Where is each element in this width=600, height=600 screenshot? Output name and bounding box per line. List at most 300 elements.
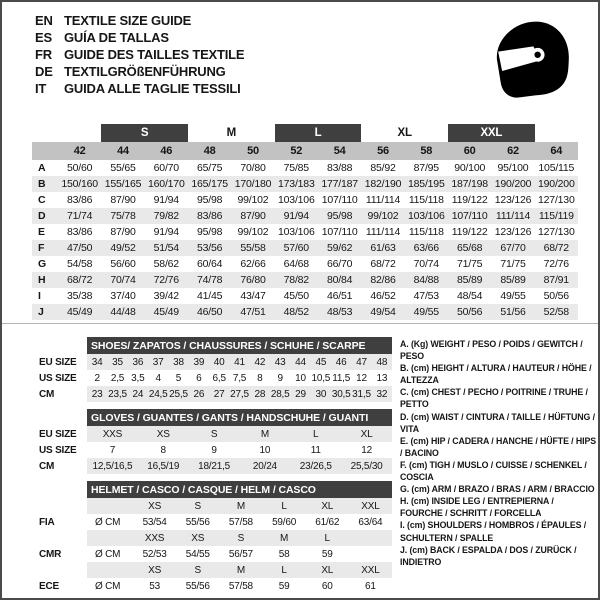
- cell: 91/94: [283, 210, 309, 222]
- cell: 62/66: [240, 258, 266, 270]
- helmet-cm-value: 57/58: [228, 580, 253, 592]
- cell: 107/110: [451, 210, 488, 222]
- column-header: 48: [203, 145, 216, 157]
- shoe-cm-size: 24: [132, 388, 144, 400]
- helmet-ece-values: [87, 578, 392, 594]
- cell: 115/118: [408, 226, 444, 238]
- cell: 76/80: [240, 274, 266, 286]
- cell: 49/54: [370, 306, 396, 318]
- size-group-l: L: [275, 124, 362, 142]
- cell: 47/50: [67, 242, 93, 254]
- helmet-size: XL: [321, 500, 334, 512]
- shoe-us-size: 9: [277, 372, 283, 384]
- cell: 47/53: [413, 290, 439, 302]
- cell: 99/102: [367, 210, 399, 222]
- cell: 103/106: [278, 194, 315, 206]
- cell: 165/175: [191, 178, 228, 190]
- cell: 65/68: [457, 242, 483, 254]
- cell: 48/54: [457, 290, 483, 302]
- legend-item: F. (cm) TIGH / MUSLO / CUISSE / SCHENKEL / COSCIA: [400, 459, 587, 483]
- shoe-us-size: 4: [155, 372, 161, 384]
- lang-row-de: [35, 63, 244, 80]
- row-label-fia: FIA: [39, 516, 55, 528]
- cell: 60/70: [153, 162, 179, 174]
- gloves-eu-row: [32, 426, 392, 442]
- shoe-eu-size: 40: [213, 356, 225, 368]
- shoe-eu-size: 37: [152, 356, 164, 368]
- helmet-size: M: [236, 564, 245, 576]
- glove-us-size: 10: [259, 444, 271, 456]
- cell: 37/40: [110, 290, 136, 302]
- lang-row-en: [35, 12, 244, 29]
- cell: 99/102: [237, 226, 269, 238]
- cell: 56/60: [110, 258, 136, 270]
- legend-item: J. (cm) BACK / ESPALDA / DOS / ZURÜCK / INDIETRO: [400, 544, 577, 567]
- cell: 70/80: [240, 162, 266, 174]
- cell: 85/89: [500, 274, 526, 286]
- cell: 68/72: [67, 274, 93, 286]
- shoes-eu-values: [87, 354, 392, 370]
- lower-tables: [32, 337, 392, 600]
- shoe-us-size: 2,5: [110, 372, 125, 384]
- cell: 49/55: [413, 306, 439, 318]
- shoe-us-size: 12: [356, 372, 367, 384]
- shoes-us-row: [32, 370, 392, 386]
- legend-item: E. (cm) HIP / CADERA / HANCHE / HÜFTE / HIPS / BACINO: [400, 435, 596, 458]
- cell: 66/70: [327, 258, 353, 270]
- cell: 123/126: [494, 226, 532, 238]
- shoe-eu-size: 44: [295, 356, 306, 368]
- helmet-fia-values: [87, 514, 392, 530]
- cell: B: [38, 178, 46, 190]
- helmet-size: XXS: [144, 532, 165, 544]
- helmet-size: [87, 562, 133, 578]
- lang-code: FR: [35, 47, 52, 62]
- cell: 127/130: [538, 226, 575, 238]
- helmet-size: L: [324, 532, 330, 544]
- cell: 170/180: [234, 178, 272, 190]
- glove-eu-size: S: [210, 428, 218, 440]
- glove-cm-size: 20/24: [252, 460, 277, 472]
- glove-eu-size: XL: [360, 428, 373, 440]
- gloves-eu-values: [87, 426, 392, 442]
- cell: 119/122: [451, 194, 488, 206]
- cell: 123/126: [494, 194, 532, 206]
- cell: 71/75: [457, 258, 483, 270]
- lang-row-es: [35, 29, 244, 46]
- cell: 83/86: [67, 226, 93, 238]
- shoe-eu-size: 48: [376, 356, 388, 368]
- cell: 75/78: [110, 210, 136, 222]
- table-row: [32, 192, 578, 208]
- legend-item: I. (cm) SHOULDERS / HOMBROS / ÉPAULES / SCHULTERN / SPALLE: [400, 520, 587, 543]
- helmet-cm-value: 60: [321, 580, 333, 592]
- shoe-eu-size: 46: [335, 356, 347, 368]
- size-group-m: M: [226, 127, 237, 139]
- cell: 87/91: [543, 274, 569, 286]
- helmet-cm-value: 59/60: [272, 516, 297, 528]
- cell: 190/200: [538, 178, 575, 190]
- shoes-cm-values: [87, 386, 392, 402]
- helmet-size: M: [236, 500, 245, 512]
- helmet-size: S: [194, 564, 201, 576]
- helmet-fia-sizes-row: [32, 498, 392, 514]
- cell: 47/51: [240, 306, 266, 318]
- cell: 45/49: [67, 306, 93, 318]
- helmet-cm-value: 52/53: [142, 548, 167, 560]
- cell: 91/94: [153, 194, 179, 206]
- cell: 82/86: [370, 274, 396, 286]
- helmet-title-bar: HELMET / CASCO / CASQUE / HELM / CASCO: [87, 481, 392, 498]
- row-label-cmr: CMR: [39, 548, 62, 560]
- helmet-size: [87, 498, 133, 514]
- helmet-size: S: [237, 532, 245, 544]
- cell: 52/58: [543, 306, 569, 318]
- lang-title: GUIDE DES TAILLES TEXTILE: [64, 47, 245, 62]
- cell: 41/45: [197, 290, 223, 302]
- cell: H: [38, 274, 46, 286]
- cell: 43/47: [240, 290, 266, 302]
- cell: 46/52: [370, 290, 396, 302]
- column-header: 62: [507, 145, 519, 157]
- cell: 63/66: [413, 242, 439, 254]
- cell: 44/48: [110, 306, 136, 318]
- helmet-ece-values-row: [32, 578, 392, 594]
- cell: 160/170: [148, 178, 185, 190]
- column-header: 52: [290, 145, 303, 157]
- shoe-us-size: 13: [376, 372, 388, 384]
- measurement-legend: [400, 338, 598, 568]
- shoe-us-size: 6: [196, 372, 202, 384]
- gloves-cm-values: [87, 458, 392, 474]
- column-header: 44: [117, 145, 129, 157]
- cell: I: [38, 290, 41, 302]
- helmet-size: [87, 530, 133, 546]
- legend-item: H. (cm) INSIDE LEG / ENTREPIERNA / FOURCHE / SCHRITT / FORCELLA: [400, 496, 554, 519]
- row-label-ece: ECE: [39, 580, 59, 592]
- row-label-us-size: US SIZE: [39, 372, 77, 384]
- shoe-cm-size: 28,5: [270, 388, 290, 400]
- glove-us-size: 12: [361, 444, 372, 456]
- column-header: 50: [247, 145, 259, 157]
- cell: 50/60: [67, 162, 93, 174]
- cell: 119/122: [451, 226, 488, 238]
- column-header: [32, 142, 58, 160]
- table-row: [32, 288, 578, 304]
- shoe-eu-size: 35: [112, 356, 123, 368]
- helmet-cm-value: 59: [278, 580, 290, 592]
- helmet-cmr-sizes: [87, 530, 392, 546]
- glove-eu-size: XXS: [102, 428, 123, 440]
- cell: 60/64: [197, 258, 223, 270]
- table-row: [32, 272, 578, 288]
- cell: 54/58: [67, 258, 93, 270]
- spacer: [32, 337, 87, 354]
- shoe-us-size: 7,5: [232, 372, 247, 384]
- spacer: [32, 409, 87, 426]
- lang-code: DE: [35, 64, 53, 79]
- helmet-cm-value: [349, 546, 392, 562]
- glove-eu-size: M: [260, 428, 269, 440]
- shoe-eu-size: 41: [234, 356, 245, 368]
- cell: 111/114: [365, 226, 401, 238]
- cell: 83/86: [67, 194, 93, 206]
- cell: 99/102: [237, 194, 269, 206]
- lang-title: TEXTILE SIZE GUIDE: [64, 13, 192, 28]
- glove-cm-size: 23/26,5: [299, 460, 332, 472]
- size-group-band: [32, 124, 578, 142]
- helmet-table: [32, 481, 392, 594]
- lang-code: ES: [35, 30, 52, 45]
- cell: 55/58: [240, 242, 266, 254]
- cell: 150/160: [61, 178, 98, 190]
- shoe-cm-size: 28: [254, 388, 266, 400]
- cell: 190/200: [494, 178, 532, 190]
- helmet-size: XL: [321, 564, 334, 576]
- row-label-eu-size: EU SIZE: [39, 356, 77, 368]
- helmet-size: S: [194, 500, 201, 512]
- glove-cm-size: 18/21,5: [198, 460, 231, 472]
- helmet-cmr-sizes-row: [32, 530, 392, 546]
- cell: 46/50: [197, 306, 223, 318]
- table-row: [32, 256, 578, 272]
- table-row: [32, 208, 578, 224]
- shoe-cm-size: 24,5: [148, 388, 168, 400]
- helmet-cm-value: Ø CM: [95, 548, 121, 560]
- helmet-cmr-values-row: [32, 546, 392, 562]
- glove-cm-size: 16,5/19: [147, 460, 180, 472]
- shoe-us-size: 11,5: [332, 372, 351, 384]
- cell: 90/100: [454, 162, 486, 174]
- shoe-eu-size: 39: [193, 356, 205, 368]
- helmet-cm-value: 63/64: [358, 516, 383, 528]
- section-divider: [2, 323, 600, 324]
- cell: 72/76: [153, 274, 179, 286]
- cell: 87/90: [110, 226, 136, 238]
- glove-us-size: 7: [109, 444, 116, 456]
- lang-row-fr: [35, 46, 244, 63]
- row-label-cm: CM: [39, 460, 55, 472]
- shoe-us-size: 6,5: [212, 372, 226, 384]
- shoe-cm-size: 32: [376, 388, 388, 400]
- shoe-cm-size: 25,5: [169, 388, 188, 400]
- cell: 87/90: [110, 194, 136, 206]
- helmet-ece-sizes: [87, 562, 392, 578]
- cell: 68/72: [543, 242, 569, 254]
- legend-item: C. (cm) CHEST / PECHO / POITRINE / TRUHE / PETTO: [400, 387, 588, 410]
- spacer: [32, 562, 87, 578]
- spacer: [32, 530, 87, 546]
- glove-us-size: 11: [310, 444, 321, 456]
- legend-item: A. (Kg) WEIGHT / PESO / POIDS / GEWITCH / PESO: [400, 339, 583, 362]
- size-group-s: S: [101, 124, 188, 142]
- cell: 105/115: [538, 162, 575, 174]
- cell: A: [38, 162, 46, 174]
- helmet-size: M: [280, 532, 289, 544]
- cell: 79/82: [153, 210, 179, 222]
- cell: 95/98: [197, 226, 223, 238]
- helmet-size: XS: [191, 532, 205, 544]
- shoe-us-size: 10: [295, 372, 306, 384]
- shoe-cm-size: 30: [315, 388, 327, 400]
- column-header: 58: [420, 145, 433, 157]
- shoe-eu-size: 38: [173, 356, 184, 368]
- shoe-eu-size: 42: [254, 356, 266, 368]
- cell: 45/49: [153, 306, 179, 318]
- cell: 103/106: [408, 210, 445, 222]
- gloves-title-bar: GLOVES / GUANTES / GANTS / HANDSCHUHE / GUANTI: [87, 409, 392, 426]
- row-label-cm: CM: [39, 388, 55, 400]
- size-column-header-row: [32, 142, 578, 160]
- cell: 111/114: [365, 194, 401, 206]
- cell: 107/110: [321, 226, 358, 238]
- cell: 187/198: [451, 178, 488, 190]
- column-header: 56: [377, 145, 389, 157]
- cell: 57/60: [283, 242, 309, 254]
- shoe-eu-size: 36: [132, 356, 144, 368]
- shoe-eu-size: 45: [315, 356, 327, 368]
- column-header: 46: [160, 145, 173, 157]
- cell: 53/56: [197, 242, 223, 254]
- helmet-cm-value: 58: [278, 548, 290, 560]
- helmet-size: [349, 530, 392, 546]
- cell: 48/53: [327, 306, 353, 318]
- helmet-cm-value: 53/54: [142, 516, 167, 528]
- lang-title: GUIDA ALLE TAGLIE TESSILI: [64, 81, 241, 96]
- legend-item: D. (cm) WAIST / CINTURA / TAILLE / HÜFTUNG / VITA: [400, 411, 595, 434]
- gloves-cm-row: [32, 458, 392, 474]
- cell: 71/75: [500, 258, 526, 270]
- shoes-eu-row: [32, 354, 392, 370]
- cell: 111/114: [495, 210, 531, 222]
- shoe-eu-size: 47: [356, 356, 367, 368]
- helmet-cm-value: Ø CM: [95, 516, 121, 528]
- gloves-us-values: [87, 442, 392, 458]
- cell: 45/50: [283, 290, 309, 302]
- glove-cm-size: 25,5/30: [350, 460, 383, 472]
- size-group-xl: XL: [397, 127, 412, 139]
- cell: 46/51: [327, 290, 353, 302]
- cell: 85/89: [457, 274, 483, 286]
- cell: 68/72: [370, 258, 396, 270]
- cell: 55/65: [110, 162, 136, 174]
- cell: 71/74: [67, 210, 93, 222]
- shoe-cm-size: 27,5: [230, 388, 249, 400]
- cell: 35/38: [67, 290, 93, 302]
- size-table-body: [32, 160, 578, 320]
- cell: 49/52: [110, 242, 136, 254]
- cell: 70/74: [110, 274, 136, 286]
- column-header: 60: [463, 145, 476, 157]
- cell: 51/54: [153, 242, 179, 254]
- table-row: [32, 176, 578, 192]
- cell: 95/98: [327, 210, 353, 222]
- shoes-table: [32, 337, 392, 402]
- table-row: [32, 160, 578, 176]
- column-header: 42: [73, 145, 86, 157]
- shoe-cm-size: 26: [193, 388, 205, 400]
- language-title-block: [35, 12, 244, 97]
- row-label-eu-size: EU SIZE: [39, 428, 77, 440]
- cell: 107/110: [321, 194, 358, 206]
- lang-code: EN: [35, 13, 53, 28]
- cell: 48/52: [283, 306, 309, 318]
- cell: 74/78: [197, 274, 223, 286]
- cell: 87/95: [413, 162, 439, 174]
- cell: C: [38, 194, 46, 206]
- cell: 95/98: [197, 194, 223, 206]
- cell: 185/195: [408, 178, 445, 190]
- cell: 50/56: [457, 306, 483, 318]
- helmet-header-row: [32, 481, 392, 498]
- cell: 177/187: [321, 178, 358, 190]
- table-row: [32, 304, 578, 320]
- cell: J: [38, 306, 44, 318]
- lang-row-it: [35, 80, 244, 97]
- lang-code: IT: [35, 81, 47, 96]
- cell: 115/119: [538, 210, 574, 222]
- shoes-header-row: [32, 337, 392, 354]
- column-header: 64: [550, 145, 563, 157]
- cell: 72/76: [543, 258, 569, 270]
- cell: 75/85: [283, 162, 309, 174]
- helmet-size: XS: [148, 500, 162, 512]
- helmet-size: XXL: [361, 500, 380, 512]
- cell: 58/62: [153, 258, 179, 270]
- gloves-table: [32, 409, 392, 474]
- helmet-cm-value: 55/56: [185, 580, 210, 592]
- shoe-cm-size: 31,5: [352, 388, 371, 400]
- cell: 64/68: [283, 258, 309, 270]
- cell: 49/55: [500, 290, 526, 302]
- cell: 67/70: [500, 242, 526, 254]
- cell: D: [38, 210, 46, 222]
- cell: 95/100: [497, 162, 529, 174]
- table-row: [32, 240, 578, 256]
- helmet-fia-values-row: [32, 514, 392, 530]
- cell: 83/88: [327, 162, 353, 174]
- cell: F: [38, 242, 45, 254]
- shoes-title-bar: SHOES/ ZAPATOS / CHAUSSURES / SCHUHE / SCARPE: [87, 337, 392, 354]
- shoe-us-size: 8: [257, 372, 263, 384]
- cell: 103/106: [278, 226, 315, 238]
- glove-eu-size: L: [313, 428, 319, 440]
- shoes-cm-row: [32, 386, 392, 402]
- cell: 65/75: [197, 162, 223, 174]
- helmet-cm-value: 57/58: [228, 516, 253, 528]
- lang-title: TEXTILGRÖßENFÜHRUNG: [64, 64, 226, 79]
- spacer: [32, 481, 87, 498]
- helmet-cmr-values: [87, 546, 392, 562]
- textile-size-table: [32, 124, 578, 320]
- cell: 127/130: [538, 194, 575, 206]
- helmet-fia-sizes: [87, 498, 392, 514]
- helmet-cm-value: 56/57: [228, 548, 253, 560]
- cell: 155/165: [104, 178, 142, 190]
- helmet-size: L: [281, 500, 287, 512]
- helmet-cm-value: 61/62: [315, 516, 340, 528]
- shoe-us-size: 10,5: [311, 372, 331, 384]
- shoe-eu-size: 43: [274, 356, 286, 368]
- shoes-us-values: [87, 370, 392, 386]
- row-label-us-size: US SIZE: [39, 444, 77, 456]
- helmet-size: XS: [148, 564, 162, 576]
- shoe-cm-size: 29: [295, 388, 306, 400]
- helmet-cm-value: 54/55: [185, 548, 210, 560]
- cell: G: [38, 258, 46, 270]
- cell: 84/88: [413, 274, 439, 286]
- cell: 70/74: [413, 258, 439, 270]
